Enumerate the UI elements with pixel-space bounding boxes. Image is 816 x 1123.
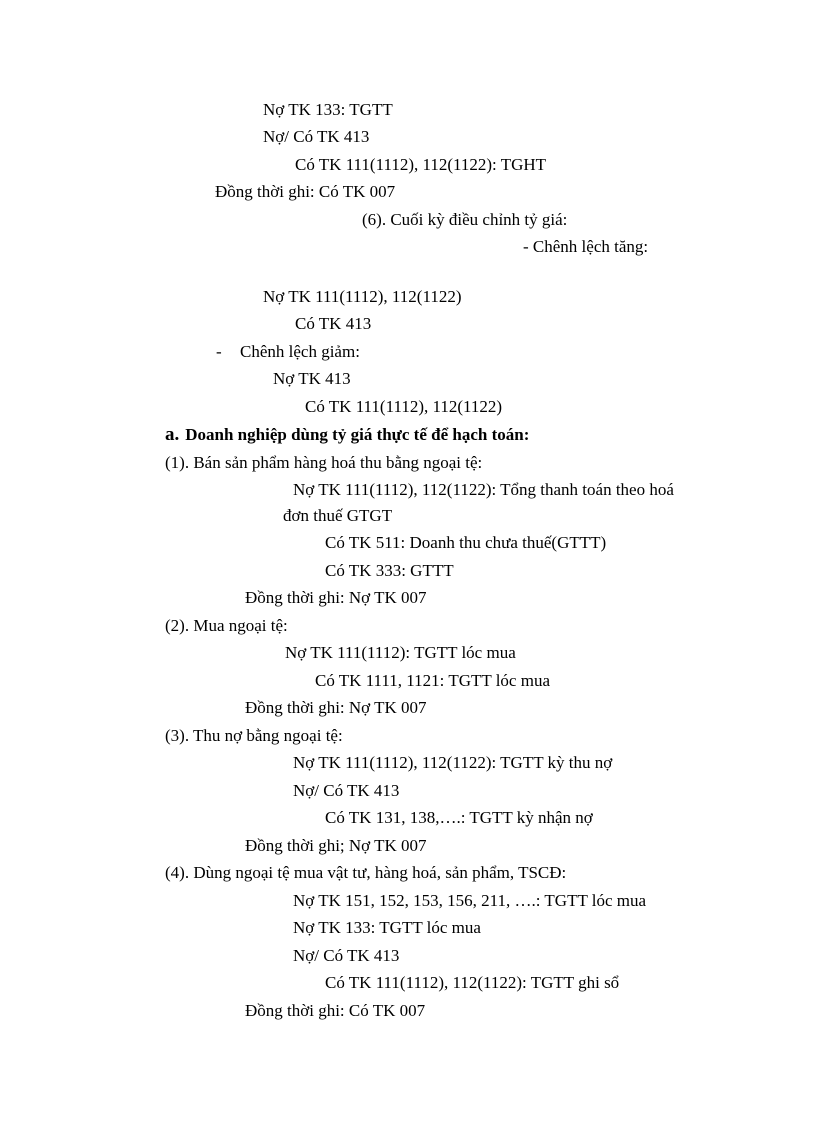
item-3-simultaneous-record: Đồng thời ghi; Nợ TK 007 <box>245 836 427 855</box>
item-2-simultaneous-record: Đồng thời ghi: Nợ TK 007 <box>245 698 427 717</box>
item-1-heading: (1). Bán sản phẩm hàng hoá thu bằng ngoại tệ: <box>165 453 483 472</box>
section-a-heading <box>165 425 529 445</box>
item-1-debit-continued: đơn thuế GTGT <box>283 506 393 525</box>
item-3-debit-credit-413: Nợ/ Có TK 413 <box>293 781 400 800</box>
entry-debit-133: Nợ TK 133: TGTT <box>263 100 393 119</box>
bullet-dash: - <box>216 342 222 361</box>
entry-credit-111-112-b: Có TK 111(1112), 112(1122) <box>305 397 503 416</box>
entry-debit-413: Nợ TK 413 <box>273 369 351 388</box>
item-3-debit: Nợ TK 111(1112), 112(1122): TGTT kỳ thu nợ <box>293 753 613 772</box>
item-4-debit: Nợ TK 151, 152, 153, 156, 211, ….: TGTT lóc mua <box>293 891 647 910</box>
item-1-credit-511: Có TK 511: Doanh thu chưa thuế(GTTT) <box>325 533 607 552</box>
decrease-difference-label: Chênh lệch giảm: <box>240 342 360 361</box>
step-6-heading: (6). Cuối kỳ điều chỉnh tỷ giá: <box>362 210 568 229</box>
entry-debit-credit-413: Nợ/ Có TK 413 <box>263 127 370 146</box>
section-a-letter: a. <box>165 424 180 445</box>
item-4-credit: Có TK 111(1112), 112(1122): TGTT ghi sổ <box>325 973 620 992</box>
item-2-debit: Nợ TK 111(1112): TGTT lóc mua <box>285 643 516 662</box>
entry-simultaneous-record: Đồng thời ghi: Có TK 007 <box>215 182 396 201</box>
entry-credit-413: Có TK 413 <box>295 314 372 333</box>
item-4-simultaneous-record: Đồng thời ghi: Có TK 007 <box>245 1001 426 1020</box>
item-1-simultaneous-record: Đồng thời ghi: Nợ TK 007 <box>245 588 427 607</box>
item-4-debit-credit-413: Nợ/ Có TK 413 <box>293 946 400 965</box>
item-4-heading: (4). Dùng ngoại tệ mua vật tư, hàng hoá, sản phẩm, TSCĐ: <box>165 863 567 882</box>
item-1-debit: Nợ TK 111(1112), 112(1122): Tổng thanh toán theo hoá <box>293 480 674 499</box>
item-3-credit: Có TK 131, 138,….: TGTT kỳ nhận nợ <box>325 808 593 827</box>
item-4-debit-133: Nợ TK 133: TGTT lóc mua <box>293 918 481 937</box>
item-3-heading: (3). Thu nợ bằng ngoại tệ: <box>165 726 343 745</box>
item-2-credit: Có TK 1111, 1121: TGTT lóc mua <box>315 671 550 690</box>
increase-difference-label: - Chênh lệch tăng: <box>523 237 649 256</box>
entry-debit-111-112: Nợ TK 111(1112), 112(1122) <box>263 287 462 306</box>
section-a-title: Doanh nghiệp dùng tỷ giá thực tế để hạch toán: <box>185 425 530 444</box>
item-1-credit-333: Có TK 333: GTTT <box>325 561 454 580</box>
item-2-heading: (2). Mua ngoại tệ: <box>165 616 288 635</box>
entry-credit-111-112: Có TK 111(1112), 112(1122): TGHT <box>295 155 547 174</box>
